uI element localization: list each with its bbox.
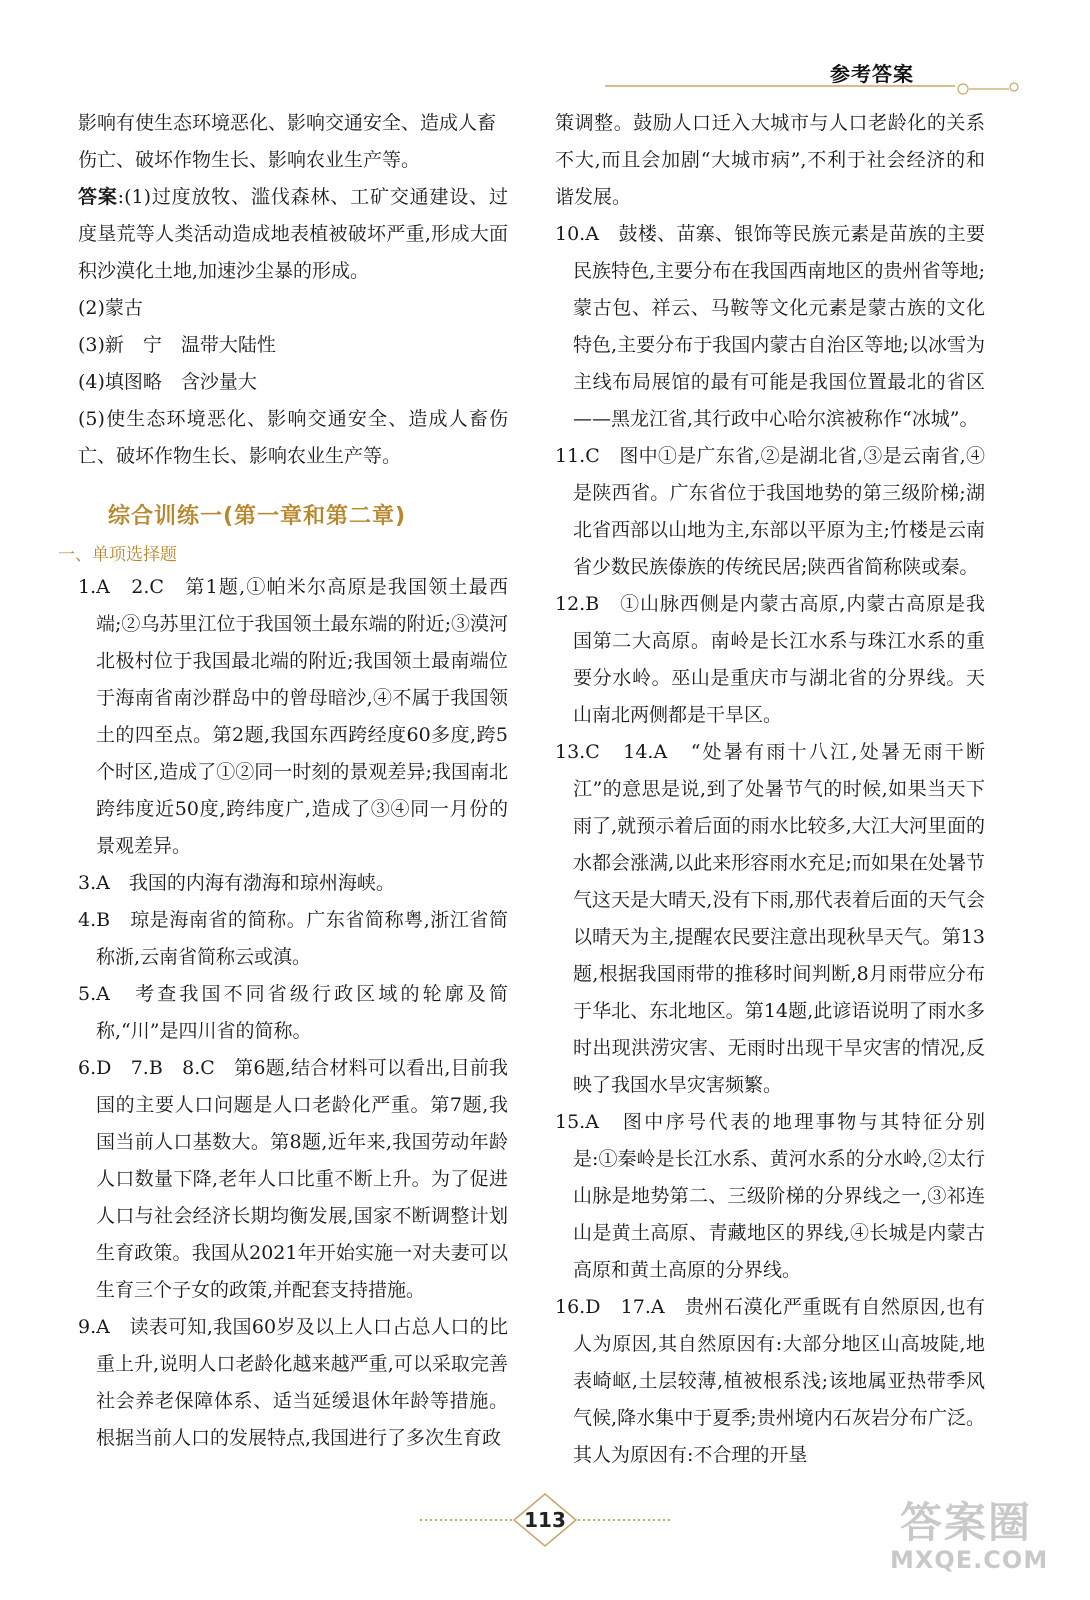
sub-answer: (3)新 宁 温带大陆性 (78, 334, 276, 356)
left-column (58, 105, 508, 1457)
item-number: 6.D 7.B 8.C (78, 1057, 215, 1079)
intro-line: 伤亡、破坏作物生长、影响农业生产等。 (78, 149, 421, 171)
continuation-paragraph: 策调整。鼓励人口迁入大城市与人口老龄化的关系不大,而且会加剧“大城市病”,不利于社会经济的和谐发展。 (555, 112, 985, 208)
answer-item (78, 1309, 508, 1457)
answer-item (78, 902, 508, 976)
answer-item (555, 734, 985, 1104)
answer-paragraph (78, 179, 508, 290)
item-text: 第1题,①帕米尔高原是我国领土最西端;②乌苏里江位于我国领土最东端的附近;③漠河北极村位于我国最北端的附近;我国领土最南端位于海南省南沙群岛中的曾母暗沙,④不属于我国领土的四至点。第2题,我国东西跨经度60多度,跨5个时区,造成了①②同一时刻的景观差异;我国南北跨纬度近50度,跨纬度广,造成了③④同一月份的景观差异。 (96, 576, 508, 857)
item-text: 图中①是广东省,②是湖北省,③是云南省,④是陕西省。广东省位于我国地势的第三级阶梯;湖北省西部以山地为主,东部以平原为主;竹楼是云南省少数民族傣族的传统民居;陕西省简称陕或秦。 (573, 445, 985, 578)
item-text: 第6题,结合材料可以看出,目前我国的主要人口问题是人口老龄化严重。第7题,我国当前人口基数大。第8题,近年来,我国劳动年龄人口数量下降,老年人口比重不断上升。为了促进人口与社会经济长期均衡发展,国家不断调整计划生育政策。我国从2021年开始实施一对夫妻可以生育三个子女的政策,并配套支持措施。 (96, 1057, 508, 1301)
item-number: 15.A (555, 1111, 599, 1133)
section-subtitle: 一、单项选择题 (58, 545, 177, 565)
item-text: “处暑有雨十八江,处暑无雨干断江”的意思是说,到了处暑节气的时候,如果当天下雨了,就预示着后面的雨水比较多,大江大河里面的水都会涨满,以此来形容雨水充足;而如果在处暑节气这天是大晴天,没有下雨,那代表着后面的天气会以晴天为主,提醒农民要注意出现秋旱天气。第13题,根据我国雨带的推移时间判断,8月雨带应分布于华北、东北地区。第14题,此谚语说明了雨水多时出现洪涝灾害、无雨时出现干旱灾害的情况,反映了我国水旱灾害频繁。 (573, 741, 985, 1096)
answer-item (78, 865, 508, 902)
right-column (555, 105, 985, 1474)
item-number: 13.C 14.A (555, 741, 668, 763)
intro-line: 影响有使生态环境恶化、影响交通安全、造成人畜 (78, 112, 497, 134)
item-text: 我国的内海有渤海和琼州海峡。 (109, 872, 395, 894)
answer-item (555, 438, 985, 586)
sub-answer: (4)填图略 含沙量大 (78, 371, 257, 393)
answer-item (78, 1050, 508, 1309)
page-number-badge (420, 1490, 670, 1550)
item-text: 琼是海南省的简称。广东省简称粤,浙江省简称浙,云南省简称云或滇。 (96, 909, 508, 968)
item-number: 11.C (555, 445, 600, 467)
page-number: 113 (524, 1508, 566, 1532)
item-number: 10.A (555, 223, 599, 245)
answer-item (555, 1289, 985, 1474)
item-number: 9.A (78, 1316, 110, 1338)
item-number: 5.A (78, 983, 110, 1005)
item-number: 1.A 2.C (78, 576, 164, 598)
item-number: 16.D 17.A (555, 1296, 665, 1318)
item-text: 考查我国不同省级行政区域的轮廓及简称,“川”是四川省的简称。 (96, 983, 508, 1042)
item-number: 12.B (555, 593, 600, 615)
answer-item (555, 586, 985, 734)
sub-answer: (5)使生态环境恶化、影响交通安全、造成人畜伤亡、破坏作物生长、影响农业生产等。 (78, 408, 508, 467)
item-text: 读表可知,我国60岁及以上人口占总人口的比重上升,说明人口老龄化越来越严重,可以采取完善社会养老保障体系、适当延缓退休年龄等措施。根据当前人口的发展特点,我国进行了多次生育政 (96, 1316, 508, 1449)
watermark-url: MXQE.COM (890, 1546, 1049, 1574)
item-text: 图中序号代表的地理事物与其特征分别是:①秦岭是长江水系、黄河水系的分水岭,②太行山脉是地势第二、三级阶梯的分界线之一,③祁连山是黄土高原、青藏地区的界线,④长城是内蒙古高原和黄土高原的分界线。 (573, 1111, 985, 1281)
sub-answer: (2)蒙古 (78, 297, 143, 319)
section-title: 综合训练一(第一章和第二章) (108, 504, 407, 529)
item-number: 3.A (78, 872, 110, 894)
watermark-logo (890, 1490, 1070, 1590)
item-text: ①山脉西侧是内蒙古高原,内蒙古高原是我国第二大高原。南岭是长江水系与珠江水系的重要分水岭。巫山是重庆市与湖北省的分界线。天山南北两侧都是干旱区。 (573, 593, 985, 726)
answer-item (555, 216, 985, 438)
item-text: 贵州石漠化严重既有自然原因,也有人为原因,其自然原因有:大部分地区山高坡陡,地表崎岖,土层较薄,植被根系浅;该地属亚热带季风气候,降水集中于夏季;贵州境内石灰岩分布广泛。其人为原因有:不合理的开垦 (573, 1296, 985, 1466)
answer-item (78, 976, 508, 1050)
header-decorative-rule (605, 78, 1025, 102)
page-header-title: 参考答案 (830, 62, 914, 86)
answer-label: 答案 (78, 186, 118, 208)
answer-text: :(1)过度放牧、滥伐森林、工矿交通建设、过度垦荒等人类活动造成地表植被破坏严重,形成大面积沙漠化土地,加速沙尘暴的形成。 (78, 186, 508, 282)
answer-item (555, 1104, 985, 1289)
answer-item (78, 569, 508, 865)
item-text: 鼓楼、苗寨、银饰等民族元素是苗族的主要民族特色,主要分布在我国西南地区的贵州省等地;蒙古包、祥云、马鞍等文化元素是蒙古族的文化特色,主要分布于我国内蒙古自治区等地;以冰雪为主线布局展馆的最有可能是我国位置最北的省区——黑龙江省,其行政中心哈尔滨被称作“冰城”。 (573, 223, 985, 430)
item-number: 4.B (78, 909, 111, 931)
watermark-text: 答案圈 (900, 1498, 1033, 1547)
